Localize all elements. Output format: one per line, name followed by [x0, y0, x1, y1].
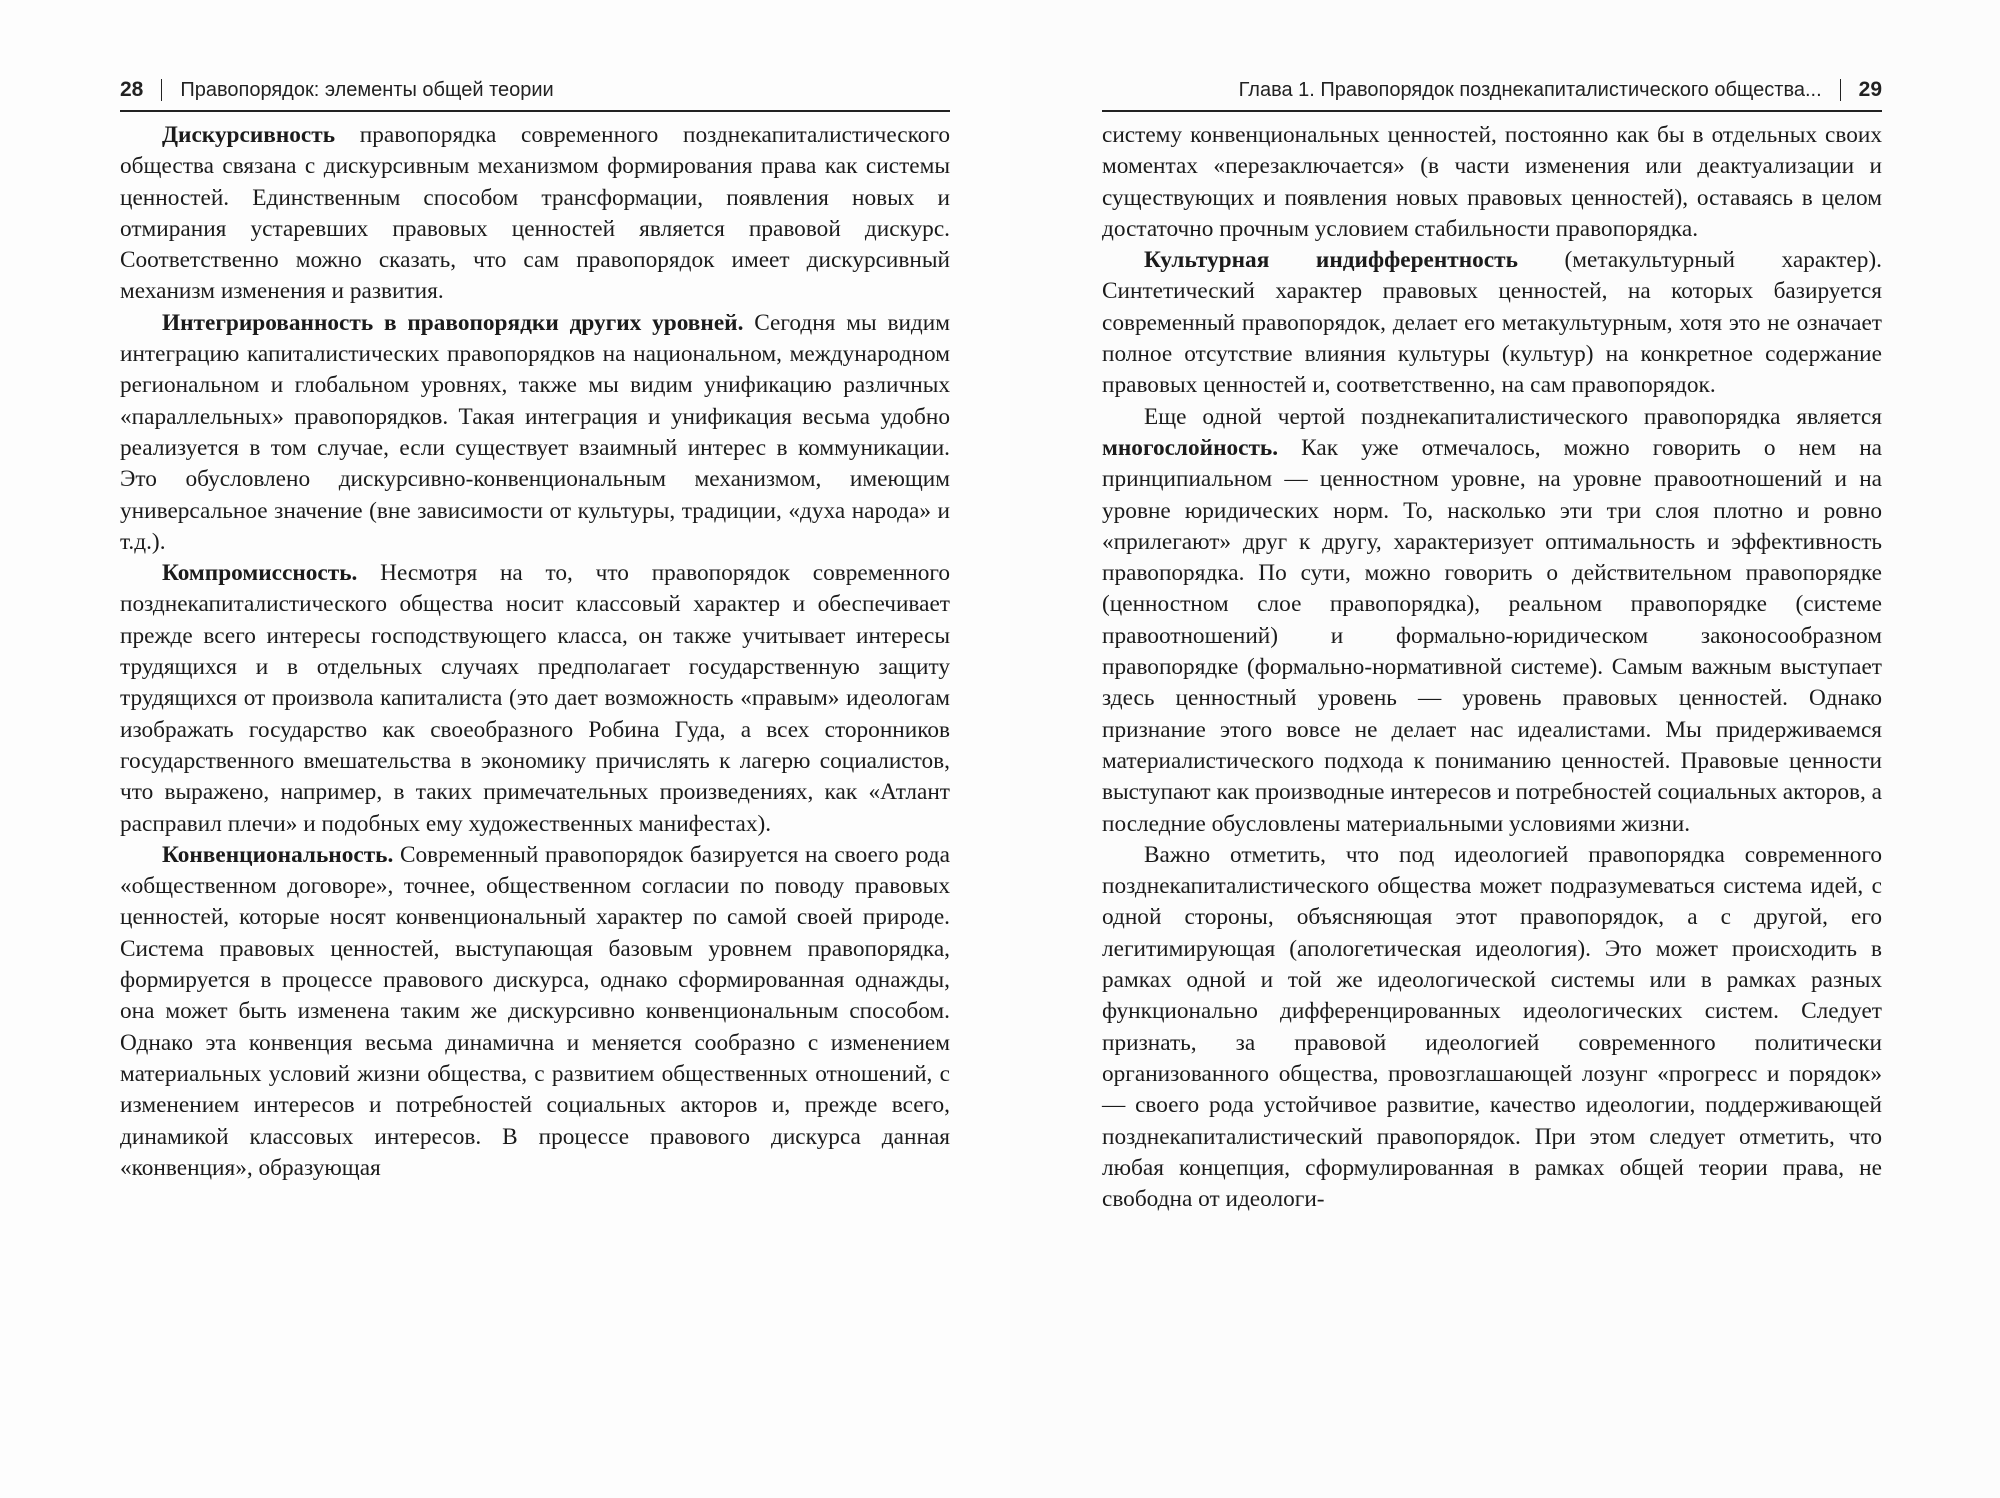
term-integration: Интегрированность в правопорядки других уровней. [162, 309, 744, 336]
paragraph-cultural-indifference: Культурная индифферентность (метакультурный характер). Синтетический характер правовых ценностей, на которых базируется современный правопорядок, делает его метакультурным, хотя это не означает полное отсутствие влияния культуры (культур) на конкретное содержание правовых ценностей и, соответственно, на сам правопорядок. [1102, 247, 1882, 399]
paragraph-multilayer: Еще одной чертой позднекапиталистического правопорядка является многослойность. Как уже отмечалось, можно говорить о нем на принципиальном — ценностном уровне, на уровне правоотношений и на уровне юридических норм. То, насколько эти три слоя плотно и ровно «прилегают» друг к другу, характеризует оптимальность и эффективность правопорядка. По сути, можно говорить о действительном правопорядке (ценностном слое правопорядка), реальном правопорядке (системе правоотношений) и формально-юридическом законосообразном правопорядке (формально-нормативной системе). Самым важным выступает здесь ценностный уровень — уровень правовых ценностей. Однако признание этого вовсе не делает нас идеалистами. Мы придерживаемся материалистического подхода к пониманию ценностей. Правовые ценности выступают как производные интересов и потребностей социальных акторов, а последние обусловлены материальными условиями жизни. [1102, 403, 1882, 837]
right-running-head [1102, 78, 1882, 112]
paragraph-integration: Интегрированность в правопорядки других уровней. Сегодня мы видим интеграцию капиталистических правопорядков на национальном, международном региональном и глобальном уровнях, также мы видим унификацию различных «параллельных» правопорядков. Такая интеграция и унификация весьма удобно реализуется в том случае, если существует взаимный интерес в коммуникации. Это обусловлено дискурсивно-конвенциональным механизмом, имеющим универсальное значение (вне зависимости от культуры, традиции, «духа народа» и т.д.). [120, 309, 950, 555]
term-compromise: Компромиссность. [162, 560, 358, 587]
header-divider [1840, 79, 1841, 101]
left-running-title: Правопорядок: элементы общей теории [180, 78, 554, 101]
right-running-title: Глава 1. Правопорядок позднекапиталистического общества... [1238, 78, 1822, 101]
left-page-number: 28 [120, 78, 144, 101]
header-divider [161, 79, 162, 101]
right-body-text [1102, 120, 1882, 1215]
paragraph-continuation: систему конвенциональных ценностей, постоянно как бы в отдельных своих моментах «перезаключается» (в части изменения или деактуализации и существующих и появления новых правовых ценностей), оставаясь в целом достаточно прочным условием стабильности правопорядка. [1102, 122, 1882, 242]
paragraph-compromise: Компромиссность. Несмотря на то, что правопорядок современного позднекапиталистического общества носит классовый характер и обеспечивает прежде всего интересы господствующего класса, он также учитывает интересы трудящихся и в отдельных случаях предполагает государственную защиту трудящихся от произвола капиталиста (это дает возможность «правым» идеологам изображать государство как своеобразного Робина Гуда, а всех сторонников государственного вмешательства в экономику причислять к лагерю социалистов, что выражено, например, в таких примечательных произведениях, как «Атлант расправил плечи» и подобных ему художественных манифестах). [120, 560, 950, 837]
right-page [1010, 0, 2000, 1498]
right-page-number: 29 [1858, 78, 1882, 101]
paragraph-discursivity: Дискурсивность правопорядка современного позднекапиталистического общества связана с дискурсивным механизмом формирования права как системы ценностей. Единственным способом трансформации, появления новых и отмирания устаревших правовых ценностей является правовой дискурс. Соответственно можно сказать, что сам правопорядок имеет дискурсивный механизм изменения и развития. [120, 122, 950, 305]
paragraph-ideology: Важно отметить, что под идеологией правопорядка современного позднекапиталистического общества может подразумеваться система идей, с одной стороны, объясняющая этот правопорядок, а с другой, его легитимирующая (апологетическая идеология). Это может происходить в рамках одной и той же идеологической системы или в рамках разных функционально дифференцированных идеологических систем. Следует признать, за правовой идеологией современного политически организованного общества, провозглашающей лозунг «прогресс и порядок» — своего рода устойчивое развитие, качество идеологии, поддерживающей позднекапиталистический правопорядок. При этом следует отметить, что любая концепция, сформулированная в рамках общей теории права, не свободна от идеологи- [1102, 841, 1882, 1213]
left-running-head [120, 78, 950, 112]
term-multilayer: многослойность. [1102, 434, 1279, 461]
term-cultural-indifference: Культурная индифферентность [1144, 247, 1518, 274]
left-body-text [120, 120, 950, 1184]
term-conventionality: Конвенциональность. [162, 841, 394, 868]
term-discursivity: Дискурсивность [162, 122, 336, 148]
paragraph-conventionality: Конвенциональность. Современный правопорядок базируется на своего рода «общественном договоре», точнее, общественном согласии по поводу правовых ценностей, которые носят конвенциональный характер по самой своей природе. Система правовых ценностей, выступающая базовым уровнем правопорядка, формируется в процессе правового дискурса, однако сформированная однажды, она может быть изменена таким же дискурсивно конвенциональным способом. Однако эта конвенция весьма динамична и меняется сообразно с изменением материальных условий жизни общества, с развитием общественных отношений, с изменением интересов и потребностей социальных акторов и, прежде всего, динамикой классовых интересов. В процессе правового дискурса данная «конвенция», образующая [120, 841, 950, 1181]
